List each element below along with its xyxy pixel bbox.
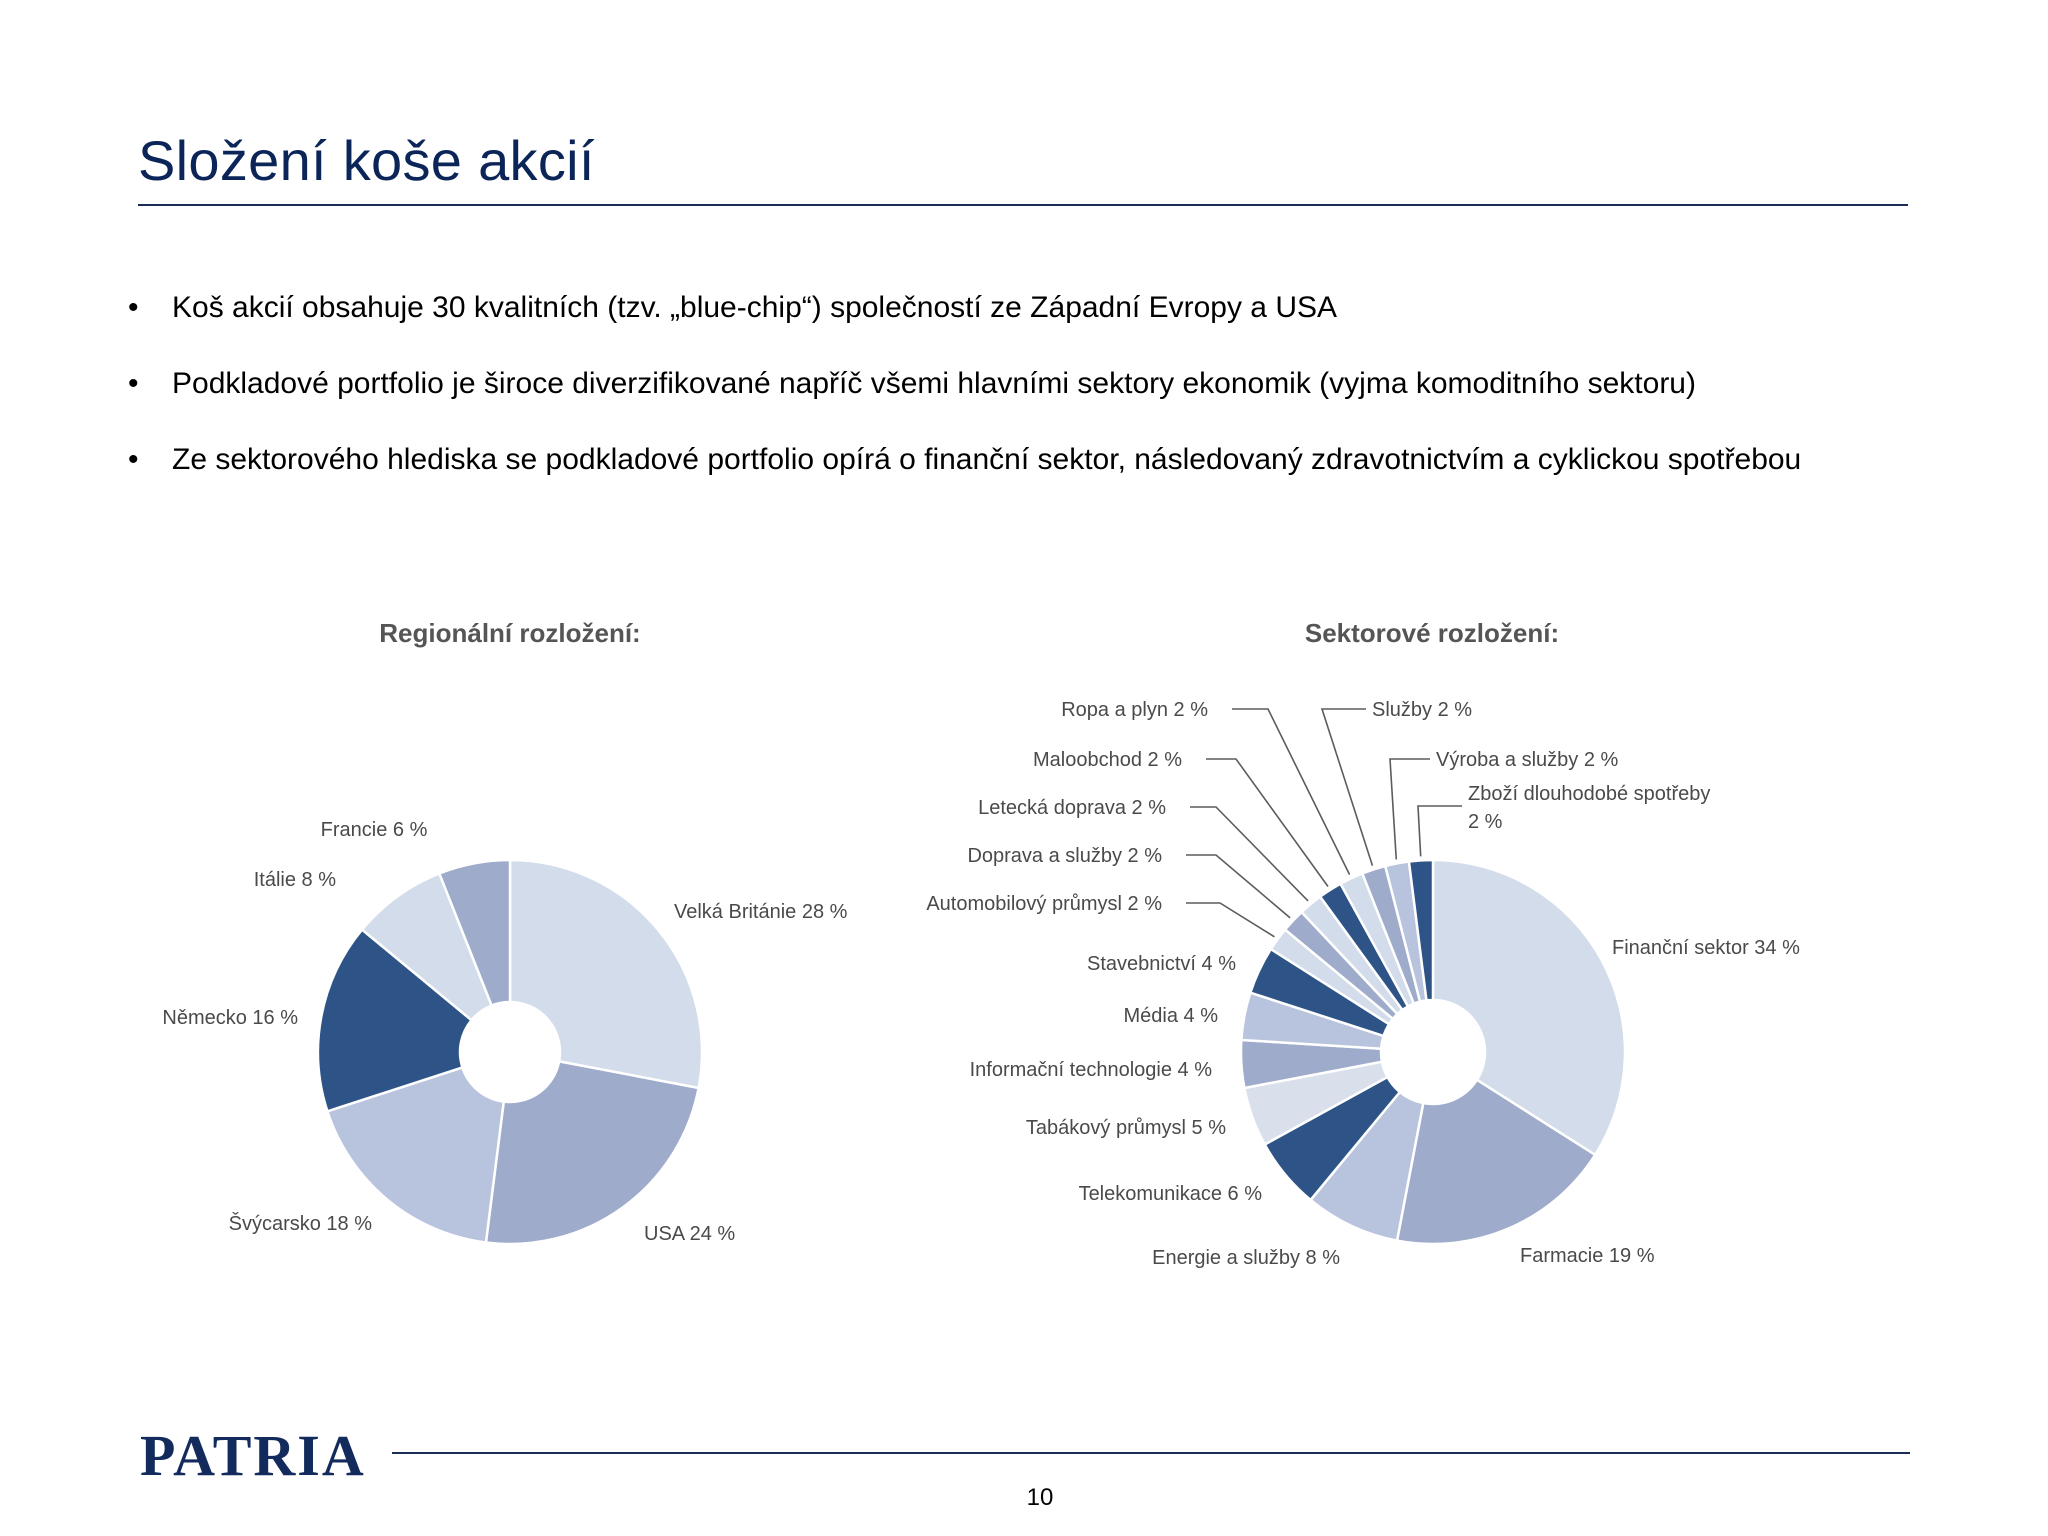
leader-line: [1186, 903, 1274, 937]
leader-line: [1186, 855, 1290, 918]
leader-line: [1232, 709, 1350, 875]
data-label: Doprava a služby 2 %: [967, 845, 1162, 867]
patria-logo: PATRIA: [140, 1423, 366, 1488]
leader-line: [1206, 759, 1328, 887]
data-label: Stavebnictví 4 %: [1087, 953, 1236, 975]
leader-line: [1322, 709, 1372, 866]
data-label: Služby 2 %: [1372, 699, 1473, 721]
data-label: Ropa a plyn 2 %: [1061, 699, 1208, 721]
pie-slice: [486, 1061, 699, 1244]
data-label: Francie 6 %: [320, 819, 428, 841]
data-label: Energie a služby 8 %: [1152, 1247, 1340, 1269]
data-label: Letecká doprava 2 %: [978, 797, 1166, 819]
data-label: Automobilový průmysl 2 %: [926, 893, 1162, 915]
leader-line: [1418, 806, 1462, 856]
data-label: Farmacie 19 %: [1520, 1245, 1655, 1267]
data-label: Zboží dlouhodobé spotřeby: [1468, 783, 1711, 805]
data-label: Švýcarsko 18 %: [228, 1213, 372, 1235]
page-number: 10: [1026, 1484, 1054, 1511]
data-label: Výroba a služby 2 %: [1436, 749, 1619, 771]
bullet-symbol: •: [128, 443, 139, 476]
data-label: USA 24 %: [644, 1223, 736, 1245]
data-label: Finanční sektor 34 %: [1612, 937, 1800, 959]
data-label: 2 %: [1468, 811, 1503, 833]
leader-line: [1190, 807, 1308, 901]
bullet-symbol: •: [128, 367, 139, 400]
bullet-text: Ze sektorového hlediska se podkladové portfolio opírá o finanční sektor, následovaný zdravotnictvím a cyklickou spotřebou: [172, 443, 1802, 476]
data-label: Média 4 %: [1123, 1005, 1218, 1027]
footer-divider: [392, 1452, 1910, 1454]
chart-title: Sektorové rozložení:: [1304, 618, 1560, 648]
leader-line: [1390, 759, 1430, 859]
pie-slice: [510, 860, 702, 1088]
data-label: Telekomunikace 6 %: [1078, 1183, 1262, 1205]
bullet-symbol: •: [128, 291, 139, 324]
slide-title: Složení koše akcií: [138, 129, 595, 192]
data-label: Velká Británie 28 %: [674, 901, 848, 923]
bullet-text: Podkladové portfolio je široce diverzifikované napříč všemi hlavními sektory ekonomik (vyjma komoditního sektoru): [172, 367, 1696, 400]
data-label: Tabákový průmysl 5 %: [1025, 1117, 1226, 1139]
data-label: Německo 16 %: [162, 1007, 298, 1029]
data-label: Maloobchod 2 %: [1033, 749, 1182, 771]
data-label: Itálie 8 %: [253, 869, 336, 891]
data-label: Informační technologie 4 %: [969, 1059, 1212, 1081]
chart-title: Regionální rozložení:: [379, 618, 641, 648]
bullet-text: Koš akcií obsahuje 30 kvalitních (tzv. „blue-chip“) společností ze Západní Evropy a USA: [172, 291, 1338, 324]
